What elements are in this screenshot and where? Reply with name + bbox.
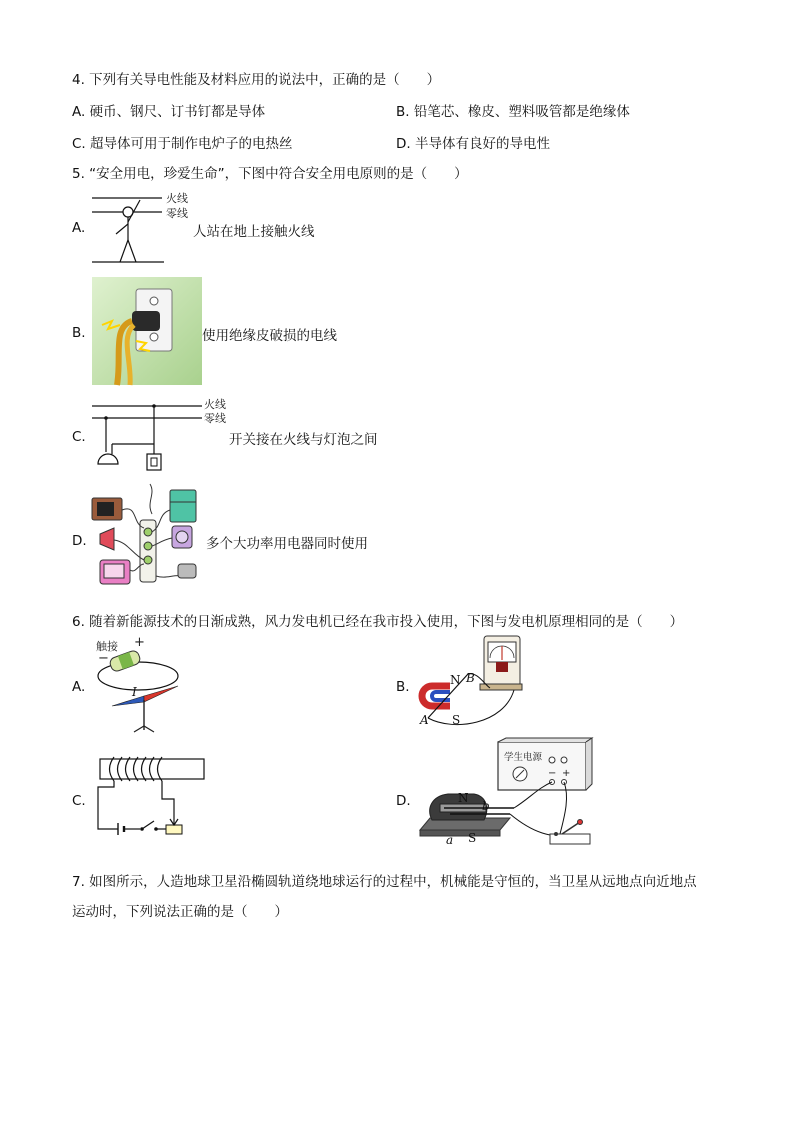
q6-option-b-letter: B. [396, 679, 410, 695]
q6d-power-supply-label: 学生电源 [504, 752, 543, 763]
q4-option-d: D. 半导体有良好的导电性 [396, 136, 550, 152]
q4-stem: 4. 下列有关导电性能及材料应用的说法中，正确的是（ ） [72, 72, 441, 88]
q5-stem: 5. “安全用电，珍爱生命”，下图中符合安全用电原则的是（ ） [72, 166, 468, 182]
q5-option-a-caption: 人站在地上接触火线 [193, 224, 315, 240]
q5-option-b-caption: 使用绝缘皮破损的电线 [202, 328, 337, 344]
q5a-live-wire-label: 火线 [166, 192, 188, 205]
q5a-neutral-wire-label: 零线 [166, 207, 188, 220]
q4-option-a: A. 硬币、钢尺、订书钉都是导体 [72, 104, 266, 120]
q6b-n-pole-label: N [450, 673, 461, 687]
q5-option-c-caption: 开关接在火线与灯泡之间 [229, 432, 378, 448]
q6c-figure-electromagnet-circuit [94, 755, 210, 839]
q6a-touch-label: 触接 [96, 640, 118, 653]
q5c-figure-switch-lamp-circuit [92, 396, 242, 474]
q7-stem-line2: 运动时，下列说法正确的是（ ） [72, 904, 288, 920]
q6a-figure-oersted-experiment [92, 634, 192, 734]
q5-option-d-letter: D. [72, 533, 87, 549]
q6a-plus-label: + [134, 635, 145, 650]
q5c-live-wire-label: 火线 [204, 398, 226, 411]
q5-option-a-letter: A. [72, 220, 86, 236]
q6d-minus-label: − [548, 768, 557, 779]
q6a-current-label: I [132, 685, 137, 699]
q6-stem: 6. 随着新能源技术的日渐成熟，风力发电机已经在我市投入使用，下图与发电机原理相同的是（ ） [72, 614, 684, 630]
q6b-a-point-label: A [420, 713, 429, 727]
q5a-figure-person-touching-live-wire [92, 188, 202, 266]
q4-option-c: C. 超导体可用于制作电炉子的电热丝 [72, 136, 293, 152]
q6a-minus-label: − [98, 651, 109, 666]
q6d-figure-motor-power-supply [414, 738, 594, 852]
q5-option-c-letter: C. [72, 429, 86, 445]
q6b-s-pole-label: S [452, 713, 461, 727]
q7-stem-line1: 7. 如图所示，人造地球卫星沿椭圆轨道绕地球运行的过程中，机械能是守恒的，当卫星从远地点向近地点 [72, 874, 697, 890]
q6d-a-point-label: a [446, 833, 454, 847]
q6b-figure-magnet-galvanometer [414, 634, 524, 734]
q6d-plus-label: + [562, 768, 571, 779]
q6-option-c-letter: C. [72, 793, 86, 809]
q6d-b-point-label: b [482, 799, 490, 813]
q4-option-b: B. 铅笔芯、橡皮、塑料吸管都是绝缘体 [396, 104, 630, 120]
q5d-figure-many-appliances-one-socket [92, 484, 204, 588]
q5-option-b-letter: B. [72, 325, 86, 341]
q6d-n-pole-label: N [458, 791, 469, 805]
q6-option-d-letter: D. [396, 793, 411, 809]
q6d-s-pole-label: S [468, 831, 477, 845]
q6-option-a-letter: A. [72, 679, 86, 695]
q5-option-d-caption: 多个大功率用电器同时使用 [206, 536, 368, 552]
q5c-neutral-wire-label: 零线 [204, 412, 226, 425]
q5b-figure-damaged-plug-photo [92, 277, 202, 385]
q6b-b-point-label: B [466, 671, 475, 685]
